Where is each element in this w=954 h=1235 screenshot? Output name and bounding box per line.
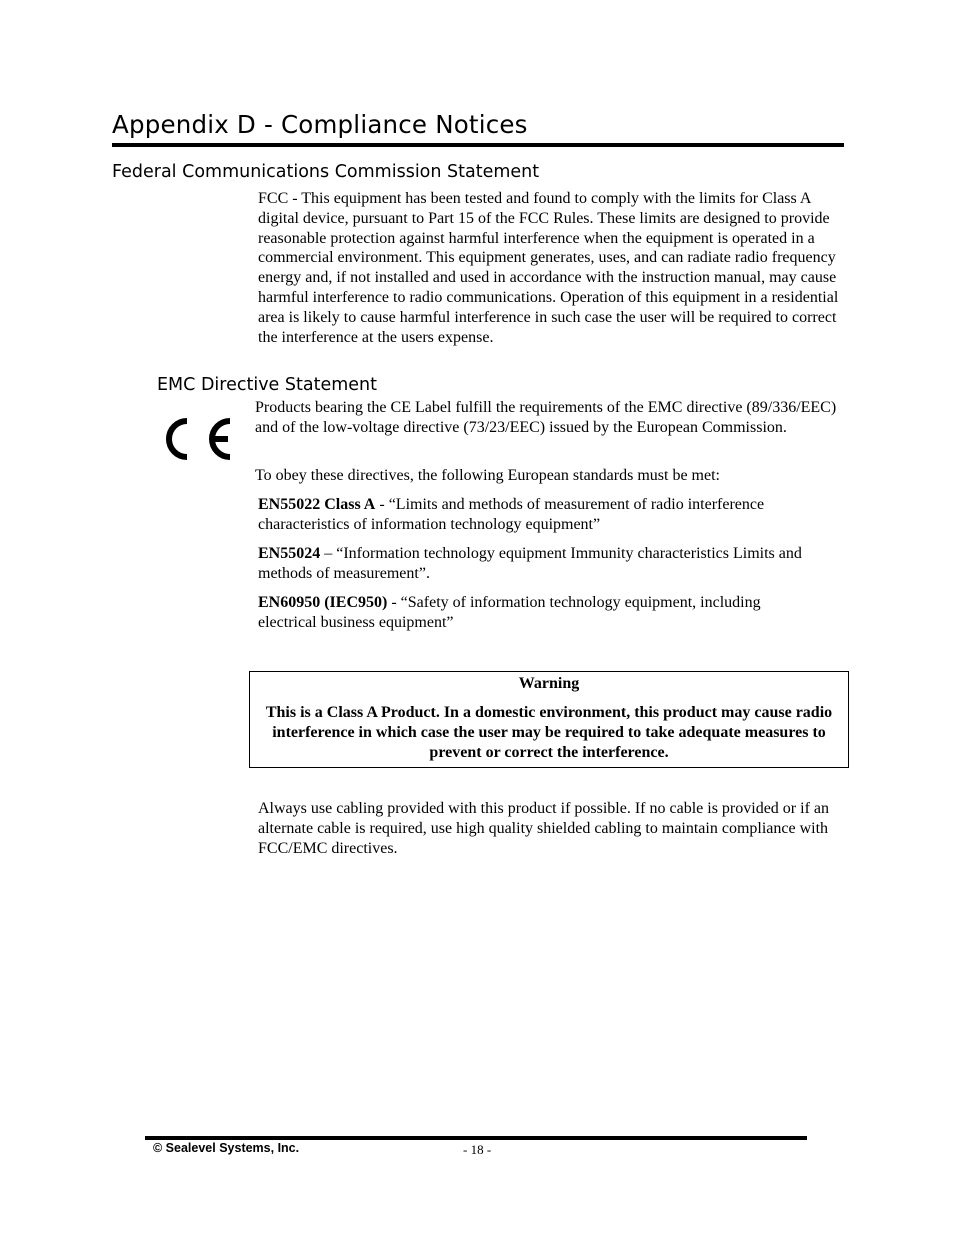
standard-en55022 — [258, 495, 848, 535]
page-number: - 18 - — [463, 1142, 492, 1157]
warning-title: Warning — [518, 675, 580, 692]
emc-heading: EMC Directive Statement — [157, 375, 377, 395]
standard-code: EN60950 (IEC950) — [258, 594, 388, 611]
footer-rule — [145, 1136, 807, 1140]
emc-obey: To obey these directives, the following European standards must be met: — [255, 467, 720, 484]
standard-code: EN55022 Class A — [258, 496, 376, 513]
footer-company: © Sealevel Systems, Inc. — [153, 1141, 300, 1155]
standard-en60950 — [258, 593, 818, 633]
standard-separator: – — [320, 545, 337, 562]
fcc-paragraph: FCC - This equipment has been tested and found to comply with the limits for Class A digital device, pursuant to Part 15 of the FCC Rules. These limits are designed to provide reasonable protection against harmful interference when the equipment is operated in a commercial environment. This equipment generates, uses, and can radiate radio frequency energy and, if not installed and used in accordance with the instruction manual, may cause harmful interference to radio communications. Operation of this equipment in a residential area is likely to cause harmful interference in such case the user will be required to correct the interference at the users expense. — [258, 190, 839, 346]
ce-mark-icon — [154, 417, 234, 461]
standard-code: EN55024 — [258, 545, 321, 562]
cabling-paragraph: Always use cabling provided with this product if possible. If no cable is provided or if an alternate cable is required, use high quality shielded cabling to maintain compliance with FCC/EMC directives. — [258, 800, 829, 857]
standard-description: “Limits and methods of measurement of radio interference characteristics of information technology equipment” — [258, 496, 765, 533]
warning-box — [249, 671, 849, 768]
heading-rule — [112, 143, 844, 147]
emc-intro: Products bearing the CE Label fulfill the requirements of the EMC directive (89/336/EEC) and of the low-voltage directive (73/23/EEC) issued by the European Commission. — [255, 399, 837, 436]
standard-description: “Safety of information technology equipment, including electrical business equipment” — [258, 594, 761, 631]
standard-separator: - — [375, 496, 389, 513]
warning-text: This is a Class A Product. In a domestic environment, this product may cause radio interference in which case the user may be required to take adequate measures to prevent or correct the interference. — [265, 704, 833, 761]
standard-en55024 — [258, 544, 848, 584]
standard-description: “Information technology equipment Immunity characteristics Limits and methods of measurement”. — [258, 545, 802, 582]
page-title: Appendix D - Compliance Notices — [112, 110, 528, 139]
standard-separator: - — [387, 594, 401, 611]
fcc-heading: Federal Communications Commission Statement — [112, 162, 540, 182]
